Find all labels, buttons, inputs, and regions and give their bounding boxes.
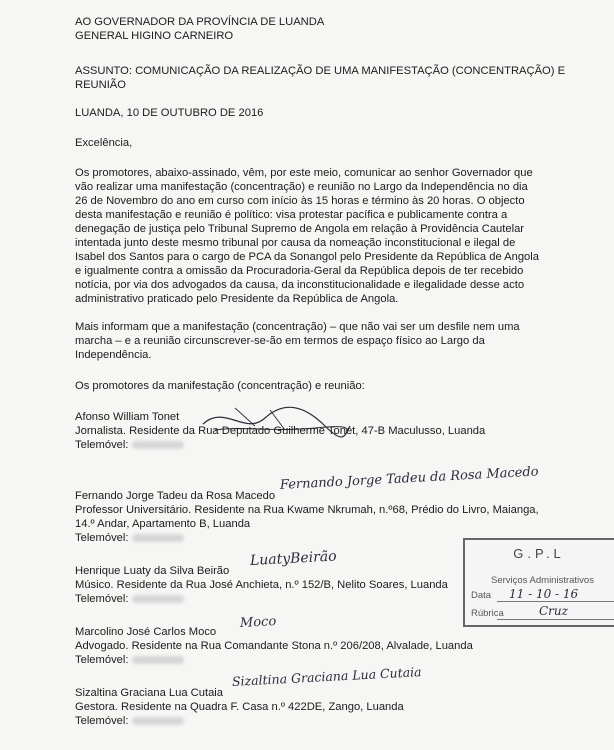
signature: Moco — [239, 614, 277, 631]
phone-label: Telemóvel: — [75, 439, 129, 451]
promoter-details: Músico. Residente da Rua José Anchieta, n.º 152/B, Nelito Soares, Luanda — [75, 579, 448, 591]
subject-line-1: ASSUNTO: COMUNICAÇÃO DA REALIZAÇÃO DE UMA MANIFESTAÇÃO (CONCENTRAÇÃO) E — [75, 65, 566, 77]
promoter-name: Marcolino José Carlos Moco — [75, 626, 217, 638]
signature-scribble — [195, 396, 355, 446]
promoter-details: Gestora. Residente na Quadra F. Casa n.º 422DE, Zango, Luanda — [75, 701, 404, 713]
redacted-phone — [132, 656, 184, 664]
promoter-details: 14.º Andar, Apartamento B, Luanda — [75, 518, 251, 530]
stamp-title: G.P.L — [513, 546, 565, 561]
paragraph-2-line: marcha – e a reunião circunscrever-se-ão em termos de espaço físico ao Largo da — [75, 335, 485, 347]
paragraph-1-line: notícia, por via dos advogados da causa, da inconstitucionalidade e ilegalidade desse acto — [75, 279, 525, 291]
signature: Sizaltina Graciana Lua Cutaia — [231, 664, 422, 689]
paragraph-2-line: Independência. — [75, 349, 152, 361]
promoter-details: Jornalista. Residente da Rua Deputado Guilherme Tonet, 47-B Maculusso, Luanda — [75, 425, 486, 437]
promoter-name: Sizaltina Graciana Lua Cutaia — [75, 687, 224, 699]
salutation: Excelência, — [75, 137, 133, 149]
redacted-phone — [132, 441, 184, 449]
letter-date: LUANDA, 10 DE OUTUBRO DE 2016 — [75, 107, 264, 119]
promoter-name: Fernando Jorge Tadeu da Rosa Macedo — [75, 490, 276, 502]
stamp-subtitle: Serviços Administrativos — [491, 575, 594, 586]
phone-label: Telemóvel: — [75, 715, 129, 727]
paragraph-2-line: Mais informam que a manifestação (concentração) – que não vai ser um desfile nem uma — [75, 321, 520, 333]
paragraph-1-line: desta manifestação e reunião é político: visa protestar pacífica e publicamente contra a — [75, 209, 508, 221]
promoter-phone — [75, 653, 184, 667]
phone-label: Telemóvel: — [75, 654, 129, 666]
stamp-date-rule — [497, 601, 614, 602]
signature: LuatyBeirão — [249, 548, 338, 569]
promoter-phone — [75, 438, 184, 452]
paragraph-1-line: vão realizar uma manifestação (concentração) e reunião no Largo da Independência no dia — [75, 181, 528, 193]
addressee-line-1: AO GOVERNADOR DA PROVÍNCIA DE LUANDA — [75, 16, 325, 28]
phone-label: Telemóvel: — [75, 532, 129, 544]
paragraph-1-line: intentada junto deste mesmo tribunal por causa da nomeação inconstitucional e ilegal de — [75, 237, 516, 249]
redacted-phone — [132, 534, 184, 542]
stamp-rubrica-rule — [497, 619, 614, 620]
paragraph-1-line: Isabel dos Santos para o cargo de PCA da Sonangol pelo Presidente da República de Angola — [75, 251, 539, 263]
paragraph-1-line: Os promotores, abaixo-assinado, vêm, por este meio, comunicar ao senhor Governador que — [75, 167, 533, 179]
gpl-stamp — [463, 538, 614, 627]
promoter-phone — [75, 714, 184, 728]
signature: Fernando Jorge Tadeu da Rosa Macedo — [279, 464, 539, 493]
promoter-details: Advogado. Residente na Rua Comandante Stona n.º 206/208, Alvalade, Luanda — [75, 640, 473, 652]
redacted-phone — [132, 717, 184, 725]
stamp-date-label: Data — [471, 590, 492, 601]
promoter-details: Professor Universitário. Residente na Rua Kwame Nkrumah, n.º68, Prédio do Livro, Maianga, — [75, 504, 539, 516]
promoter-phone — [75, 592, 184, 606]
stamp-rubrica-value: Cruz — [539, 604, 568, 618]
redacted-phone — [132, 595, 184, 603]
subject-line-2: REUNIÃO — [75, 79, 126, 91]
promoters-intro: Os promotores da manifestação (concentração) e reunião: — [75, 380, 365, 392]
paragraph-1-line: e igualmente contra a omissão da Procuradoria-Geral da República depois de ter recebido — [75, 265, 524, 277]
promoter-name: Afonso William Tonet — [75, 411, 180, 423]
promoter-phone — [75, 531, 184, 545]
addressee-line-2: GENERAL HIGINO CARNEIRO — [75, 30, 234, 42]
stamp-rubrica-label: Rúbrica — [471, 608, 504, 619]
paragraph-1-line: administrativo praticado pelo Presidente da República de Angola. — [75, 293, 399, 305]
stamp-date-value: 11 - 10 - 16 — [509, 587, 579, 601]
phone-label: Telemóvel: — [75, 593, 129, 605]
paragraph-1-line: denegação de justiça pelo Tribunal Supremo de Angola em relação à Providência Cautelar — [75, 223, 525, 235]
promoter-name: Henrique Luaty da Silva Beirão — [75, 565, 230, 577]
paragraph-1-line: 26 de Novembro do ano em curso com início às 15 horas e término às 20 horas. O objecto — [75, 195, 525, 207]
